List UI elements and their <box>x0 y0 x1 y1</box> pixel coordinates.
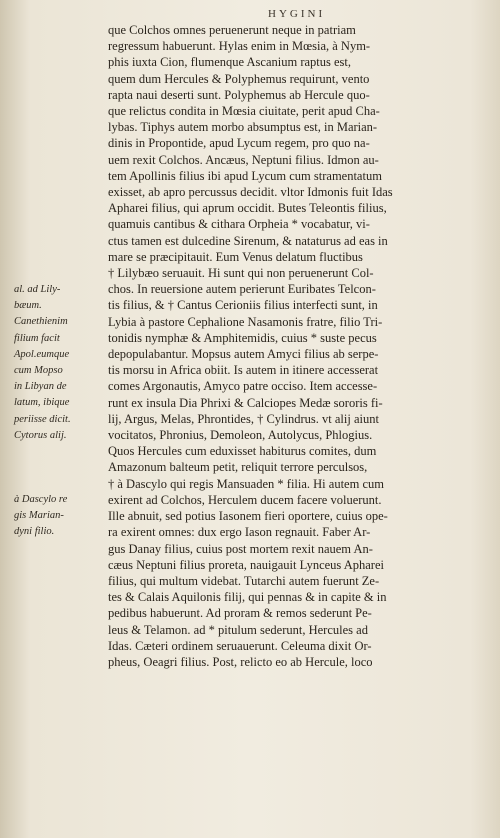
text-line: regressum habuerunt. Hylas enim in Mœsia, à Nym- <box>108 39 371 54</box>
text-line: Apharei filius, qui aprum occidit. Butes Teleontis filius, <box>108 201 387 216</box>
text-line: exisset, ab apro percussus decidit. vltor Idmonis fuit Idas <box>108 185 393 200</box>
text-line: lybas. Tiphys autem morbo absumptus est, in Marian- <box>108 120 378 135</box>
text-line: † Lilybæo seruauit. Hi sunt qui non peruenerunt Col- <box>108 266 374 281</box>
text-line: comes Argonautis, Amyco patre occiso. Item accesse- <box>108 379 378 394</box>
text-line: mare se præcipitauit. Eum Venus delatum fluctibus <box>108 249 363 264</box>
text-line: rapta naui deserti sunt. Polyphemus ab Hercule quo- <box>108 87 370 102</box>
margin-notes-upper <box>14 282 106 444</box>
running-head: HYGINI <box>268 8 326 20</box>
text-line: tis morsu in Africa obiit. Is autem in itinere accesserat <box>108 363 379 378</box>
text-line: Quos Hercules cum eduxisset habiturus comites, dum <box>108 444 377 459</box>
text-line: que relictus condita in Mœsia ciuitate, perit apud Cha- <box>108 104 380 119</box>
text-line: tem Apollinis filius ibi apud Lycum cum stramentatum <box>108 168 382 183</box>
margin-note-line: à Dascylo re <box>14 494 68 505</box>
text-line: lij, Argus, Melas, Phrontides, † Cylindrus. vt alij aiunt <box>108 411 379 426</box>
margin-note-line: Canethienim <box>14 316 68 328</box>
text-line: cæus Neptuni filius proreta, nauigauit Lynceus Apharei <box>108 557 384 572</box>
text-line: pheus, Oeagri filius. Post, relicto eo ab Hercule, loco <box>108 654 373 669</box>
text-line: vocitatos, Phronius, Demoleon, Autolycus, Phlogius. <box>108 428 373 443</box>
text-line: leus & Telamon. ad * pitulum sederunt, Hercules ad <box>108 622 368 637</box>
text-line: † à Dascylo qui regis Mansuaden * filia. Hi autem cum <box>108 476 384 491</box>
text-line: dinis in Propontide, apud Lycum regem, pro quo na- <box>108 136 370 151</box>
text-line: tis filius, & † Cantus Cerioniis filius interfecti sunt, in <box>108 298 378 313</box>
margin-note-line: Apol.eumque <box>14 348 70 360</box>
text-line: pedibus habuerunt. Ad proram & remos sederunt Pe- <box>108 606 372 621</box>
main-text-block <box>108 22 444 670</box>
text-line: runt ex insula Dia Phrixi & Calciopes Medæ sororis fi- <box>108 395 383 410</box>
text-line: Amazonum balteum petit, reliquit terrore perculsos, <box>108 460 368 475</box>
text-line: depopulabantur. Mopsus autem Amyci filius ab serpe- <box>108 347 379 362</box>
text-line: Lybia à pastore Cephalione Nasamonis fratre, filio Tri- <box>108 314 383 329</box>
text-line: quamuis cantibus & cithara Orpheia * vocabatur, vi- <box>108 217 370 232</box>
text-line: ra exirent omnes: dux ergo Iason regnauit. Faber Ar- <box>108 525 371 540</box>
text-line: phis iuxta Cion, flumenque Ascanium raptus est, <box>108 55 352 70</box>
margin-note-line: in Libyan de <box>14 381 67 393</box>
margin-notes-lower <box>14 492 106 541</box>
text-line: tes & Calais Aquilonis filij, qui pennas & in capite & in <box>108 590 387 605</box>
text-line: Ille abnuit, sed potius Iasonem fieri oportere, cuius ope- <box>108 509 388 524</box>
text-line: quem dum Hercules & Polyphemus requirunt, vento <box>108 71 370 86</box>
text-line: uem rexit Colchos. Ancæus, Neptuni filius. Idmon au- <box>108 152 379 167</box>
text-line: Idas. Cæteri ordinem seruauerunt. Celeuma dixit Or- <box>108 638 372 653</box>
text-line: filius, qui multum videbat. Tutarchi autem fuerunt Ze- <box>108 573 380 588</box>
text-line: que Colchos omnes peruenerunt neque in patriam <box>108 23 356 37</box>
margin-note-line: periisse dicit. <box>14 413 71 425</box>
text-line: gus Danay filius, cuius post mortem rexit nauem An- <box>108 541 373 556</box>
margin-note-line: al. ad Lily- <box>14 284 61 295</box>
margin-note-line: latum, ibique <box>14 397 70 409</box>
margin-note-line: gis Marian- <box>14 510 64 522</box>
margin-note-line: cum Mopso <box>14 365 63 377</box>
margin-note-line: dyni filio. <box>14 526 55 538</box>
margin-note-line: bæum. <box>14 300 42 312</box>
margin-note-line: filium facit <box>14 332 60 344</box>
text-line: chos. In reuersione autem perierunt Euribates Telcon- <box>108 282 376 297</box>
margin-note-line: Cytorus alij. <box>14 429 67 441</box>
text-line: tonidis nymphæ & Amphitemidis, cuius * suste pecus <box>108 330 377 345</box>
text-line: ctus tamen est dulcedine Sirenum, & nataturus ad eas in <box>108 233 388 248</box>
text-line: exirent ad Colchos, Herculem ducem facere voluerunt. <box>108 492 382 507</box>
